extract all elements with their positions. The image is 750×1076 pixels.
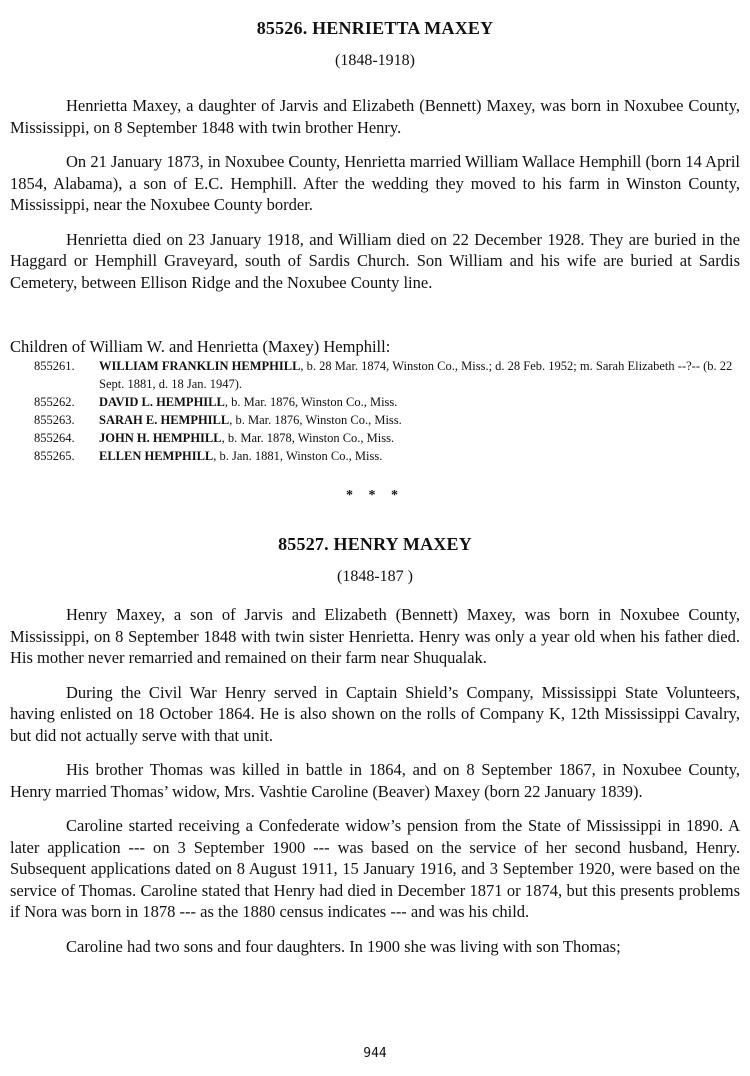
- section-heading-henry: 85527. HENRY MAXEY: [278, 534, 472, 554]
- child-details: , b. 28 Mar. 1874, Winston Co., Miss.; d. 28 Feb. 1952; m. Sarah Elizabeth --?-- (b. 22 Sept. 1881, d. 18 Jan. 1947).: [99, 359, 733, 391]
- list-item: [10, 429, 740, 447]
- child-name: JOHN H. HEMPHILL: [99, 431, 222, 445]
- section-dates-henry: (1848-187 ): [337, 568, 413, 585]
- paragraph: Caroline had two sons and four daughters. In 1900 she was living with son Thomas;: [66, 936, 621, 956]
- child-details: , b. Mar. 1876, Winston Co., Miss.: [229, 413, 402, 427]
- child-number: 855262.: [34, 395, 75, 409]
- paragraph: Henrietta died on 23 January 1918, and William died on 22 December 1928. They are buried in the Haggard or Hemphill Graveyard, south of Sardis Church. Son William and his wife are buried at Sardis Cemetery, between Ellison Ridge and the Noxubee County line.: [10, 229, 740, 292]
- section-heading-henrietta: 85526. HENRIETTA MAXEY: [256, 18, 494, 38]
- list-item: [10, 393, 740, 411]
- child-name: WILLIAM FRANKLIN HEMPHILL: [99, 359, 301, 373]
- paragraph: Henry Maxey, a son of Jarvis and Elizabeth (Bennett) Maxey, was born in Noxubee County, Mississippi, on 8 September 1848 with twin sister Henrietta. Henry was only a year old when his father died. His mother never remarried and remained on their farm near Shuqualak.: [10, 605, 740, 667]
- paragraph: On 21 January 1873, in Noxubee County, Henrietta married William Wallace Hemphill (born 14 April 1854, Alabama), a son of E.C. Hemphill. After the wedding they moved to his farm in Winston County, Mississippi, near the Noxubee County border.: [10, 152, 740, 214]
- child-number: 855261.: [34, 359, 75, 373]
- child-number: 855263.: [34, 413, 75, 427]
- list-item: [10, 357, 740, 393]
- child-name: SARAH E. HEMPHILL: [99, 413, 230, 427]
- children-list: [10, 336, 740, 465]
- section-dates-henrietta: (1848-1918): [335, 52, 415, 69]
- paragraph: Henrietta Maxey, a daughter of Jarvis and Elizabeth (Bennett) Maxey, was born in Noxubee County, Mississippi, on 8 September 1848 with twin brother Henry.: [10, 96, 740, 137]
- section-body-henrietta: [10, 95, 740, 293]
- page-number: 944: [363, 1046, 387, 1061]
- children-title: Children of William W. and Henrietta (Maxey) Hemphill:: [10, 337, 391, 356]
- child-details: , b. Jan. 1881, Winston Co., Miss.: [213, 449, 383, 463]
- list-item: [10, 411, 740, 429]
- child-number: 855265.: [34, 449, 75, 463]
- section-body-henry: [10, 604, 740, 957]
- child-details: , b. Mar. 1876, Winston Co., Miss.: [224, 395, 398, 409]
- child-name: ELLEN HEMPHILL: [99, 449, 214, 463]
- list-item: [10, 447, 740, 465]
- child-name: DAVID L. HEMPHILL: [99, 395, 225, 409]
- section-separator: * * *: [346, 488, 404, 503]
- paragraph: During the Civil War Henry served in Captain Shield’s Company, Mississippi State Volunteers, having enlisted on 18 October 1864. He is also shown on the rolls of Company K, 12th Mississippi Cavalry, but did not actually serve with that unit.: [10, 682, 740, 745]
- paragraph: Caroline started receiving a Confederate widow’s pension from the State of Mississippi in 1890. A later application --- on 3 September 1900 --- was based on the service of her second husband, Henry. Subsequent applications dated on 8 August 1911, 15 January 1916, and 3 September 1920, were based on the service of Thomas. Caroline stated that Henry had died in December 1871 or 1874, but this presents problems if Nora was born in 1878 --- as the 1880 census indicates --- and was his child.: [10, 816, 740, 921]
- child-number: 855264.: [34, 431, 75, 445]
- child-details: , b. Mar. 1878, Winston Co., Miss.: [221, 431, 395, 445]
- paragraph: His brother Thomas was killed in battle in 1864, and on 8 September 1867, in Noxubee County, Henry married Thomas’ widow, Mrs. Vashtie Caroline (Beaver) Maxey (born 22 January 1839).: [10, 760, 740, 801]
